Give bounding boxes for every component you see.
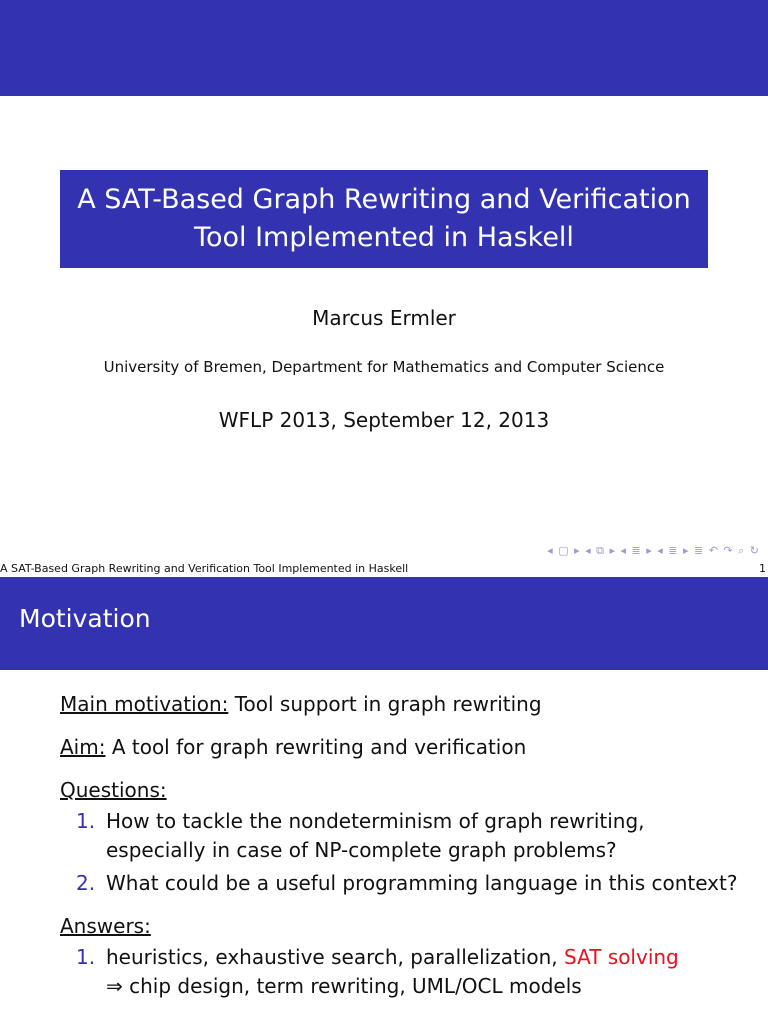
title-line-2: Tool Implemented in Haskell — [194, 222, 574, 253]
slide2-title: Motivation — [19, 604, 151, 633]
title-line-1: A SAT-Based Graph Rewriting and Verification — [77, 184, 691, 215]
slide2-content — [60, 690, 760, 1015]
aim-label: Aim: — [60, 735, 106, 759]
conference-date: WFLP 2013, September 12, 2013 — [218, 408, 550, 432]
questions-list — [60, 807, 760, 898]
answers-list — [60, 943, 760, 1001]
answer-1-text: heuristics, exhaustive search, parallelization, — [106, 945, 564, 969]
question-1-line-2: especially in case of NP-complete graph problems? — [106, 838, 617, 862]
list-number: 1. — [76, 945, 96, 969]
main-motivation-label: Main motivation: — [60, 692, 229, 716]
slide-title-box — [60, 170, 708, 268]
footer-title: A SAT-Based Graph Rewriting and Verification Tool Implemented in Haskell — [0, 562, 409, 575]
questions-label: Questions: — [60, 778, 167, 802]
list-item — [60, 869, 760, 898]
list-item — [60, 943, 760, 1001]
page-number: 1 — [759, 562, 766, 575]
beamer-navigation-icons[interactable]: ◂ ▢ ▸ ◂ ⧉ ▸ ◂ ≣ ▸ ◂ ≣ ▸ ≣ ↶ ↷ ⌕ ↻ — [547, 544, 760, 557]
aim-text: A tool for graph rewriting and verification — [105, 735, 527, 759]
author-name: Marcus Ermler — [312, 306, 456, 330]
sat-solving-highlight: SAT solving — [564, 945, 679, 969]
answers-label: Answers: — [60, 914, 151, 938]
main-motivation — [60, 690, 760, 719]
answer-1-line-2: chip design, term rewriting, UML/OCL models — [122, 974, 582, 998]
slide2-header-bar — [0, 577, 768, 670]
question-2-text: What could be a useful programming language in this context? — [106, 871, 738, 895]
institute: University of Bremen, Department for Mathematics and Computer Science — [103, 358, 665, 376]
questions-heading — [60, 776, 760, 805]
slide1-header-bar — [0, 0, 768, 96]
answers-heading — [60, 912, 760, 941]
implies-arrow-icon: ⇒ — [106, 974, 123, 998]
list-item — [60, 807, 760, 865]
list-number: 2. — [76, 871, 96, 895]
aim — [60, 733, 760, 762]
list-number: 1. — [76, 809, 96, 833]
main-motivation-text: Tool support in graph rewriting — [228, 692, 542, 716]
question-1-line-1: How to tackle the nondeterminism of graph rewriting, — [106, 809, 645, 833]
